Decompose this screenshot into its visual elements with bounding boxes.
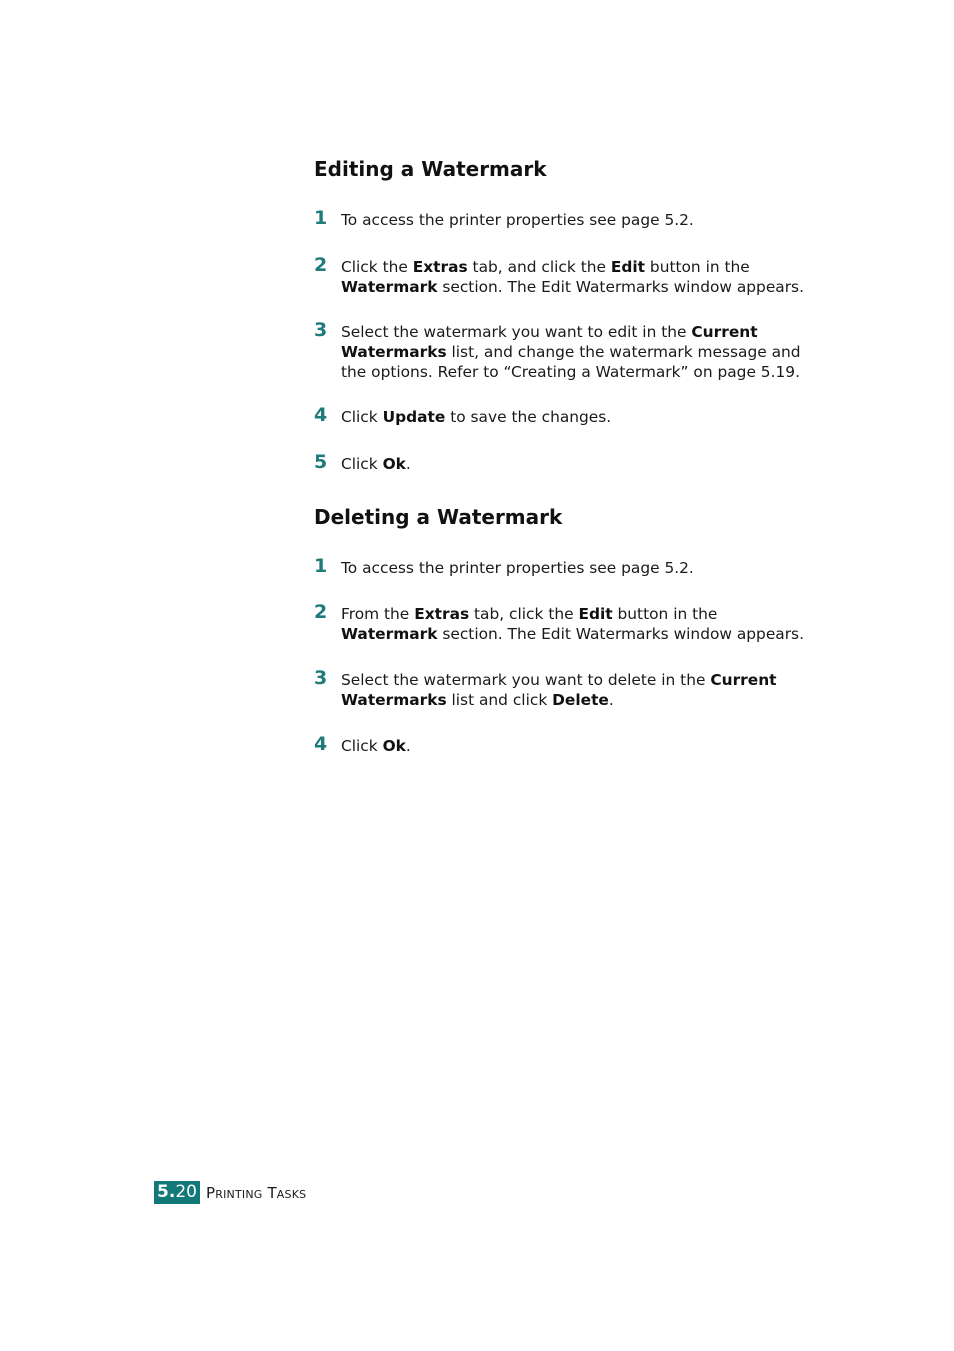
chapter-title: Printing Tasks xyxy=(206,1184,307,1202)
step-number: 2 xyxy=(314,601,328,623)
page-number: 20 xyxy=(175,1182,197,1202)
step-text: Select the watermark you want to delete in the Current Watermarks list and click Delete. xyxy=(341,671,777,709)
editing-title: Editing a Watermark xyxy=(314,157,547,181)
step-text: To access the printer properties see page 5.2. xyxy=(341,211,694,229)
step-text: From the Extras tab, click the Edit button in the Watermark section. The Edit Watermarks window appears. xyxy=(341,605,804,643)
step-text: Select the watermark you want to edit in the Current Watermarks list, and change the watermark message and the options. Refer to “Creating a Watermark” on page 5.19. xyxy=(341,323,801,381)
step-text: Click the Extras tab, and click the Edit button in the Watermark section. The Edit Watermarks window appears. xyxy=(341,258,804,296)
step-number: 3 xyxy=(314,667,328,689)
step-number: 4 xyxy=(314,404,328,426)
step-text: Click Update to save the changes. xyxy=(341,408,612,426)
step-number: 5 xyxy=(314,451,328,473)
deleting-title: Deleting a Watermark xyxy=(314,505,563,529)
step-number: 1 xyxy=(314,207,328,229)
page-number-badge xyxy=(154,1181,200,1204)
page-footer xyxy=(154,1181,306,1204)
step-text: Click Ok. xyxy=(341,737,411,755)
step-text: To access the printer properties see page 5.2. xyxy=(341,559,694,577)
chapter-number: 5. xyxy=(157,1182,176,1202)
step-number: 1 xyxy=(314,555,328,577)
step-number: 2 xyxy=(314,254,328,276)
step-text: Click Ok. xyxy=(341,455,411,473)
step-number: 4 xyxy=(314,733,328,755)
step-number: 3 xyxy=(314,319,328,341)
